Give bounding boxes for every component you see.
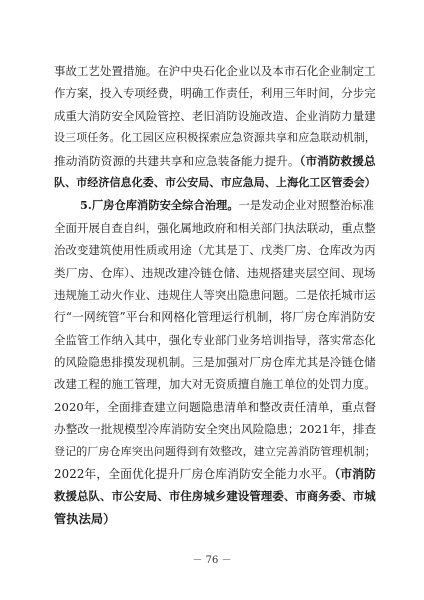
text-segment: 登记的厂房仓库突出问题得到有效整改，建立完善消防管理机制； [54, 444, 376, 458]
text-line [54, 306, 376, 328]
text-segment: 成重大消防安全风险管控、老旧消防设施改造、企业消防力量建 [54, 108, 376, 123]
bold-text-segment: （市消防 [334, 467, 376, 482]
text-line [54, 463, 376, 485]
text-line [54, 60, 376, 82]
text-segment: 行“一网统管”平台和网格化管理运行机制，将厂房仓库消防安 [54, 310, 376, 325]
bold-text-segment: 队、市经济信息化委、市公安局、市应急局、上海化工区管委会） [54, 175, 376, 189]
text-segment: 类厂房、仓库）、违规改建冷链仓储、违规搭建夹层空间、现场 [54, 265, 376, 280]
text-segment: 的风险隐患排摸发现机制。三是加强对厂房仓库尤其是冷链仓储 [54, 355, 376, 370]
bold-text-segment: 救援总队、市公安局、市住房城乡建设管理委、市商务委、市城 [54, 489, 376, 504]
text-line [54, 239, 376, 261]
text-segment: 改建工程的施工管理，加大对无资质擅自施工单位的处罚力度。 [54, 377, 376, 392]
text-line [54, 396, 376, 418]
text-segment: 事故工艺处置措施。在沪中央石化企业以及本市石化企业制定工 [54, 64, 376, 78]
body-text [54, 60, 376, 530]
text-segment: 2020年，全面排查建立问题隐患清单和整改责任清单，重点督 [54, 399, 377, 414]
text-line [54, 172, 376, 194]
text-segment: 作方案，投入专项经费，明确工作责任，利用三年时间，分步完 [54, 86, 376, 101]
text-segment: 治改变建筑使用性质或用途（尤其是丁、戊类厂房、仓库改为丙 [54, 243, 376, 258]
text-line [54, 194, 376, 216]
text-line [54, 508, 376, 530]
text-line [54, 217, 376, 239]
text-segment: 一是发动企业对照整治标准 [238, 199, 375, 213]
text-segment: 2022年，全面优化提升厂房仓库消防安全能力水平。 [54, 467, 335, 482]
page-number: － 76 － [192, 555, 232, 566]
text-line [54, 441, 376, 463]
text-line [54, 82, 376, 104]
text-segment: 全面开展自查自纠，强化属地政府和相关部门执法联动，重点整 [54, 220, 376, 235]
text-line [54, 351, 376, 373]
text-line [54, 150, 376, 172]
text-line [54, 485, 376, 507]
text-segment: 办整改一批规模型冷库消防安全突出风险隐患；2021年，排查 [54, 422, 377, 437]
bold-text-segment: 5.厂房仓库消防安全综合治理。 [80, 198, 239, 213]
text-line [54, 127, 376, 149]
text-line [54, 329, 376, 351]
text-line [54, 105, 376, 127]
text-segment: 违规施工动火作业、违规住人等突出隐患问题。二是依托城市运 [54, 287, 376, 302]
text-line [54, 284, 376, 306]
text-segment: 设三项任务。化工园区应积极探索应急资源共享和应急联动机制， [54, 131, 376, 145]
text-segment: 全监管工作纳入其中，强化专业部门业务培训指导，落实常态化 [54, 332, 376, 347]
bold-text-segment: 管执法局） [54, 511, 116, 526]
text-segment: 推动消防资源的共建共享和应急装备能力提升。 [54, 153, 300, 168]
text-line [54, 373, 376, 395]
bold-text-segment: （市消防救援总 [299, 153, 376, 168]
text-line [54, 418, 376, 440]
text-line [54, 262, 376, 284]
